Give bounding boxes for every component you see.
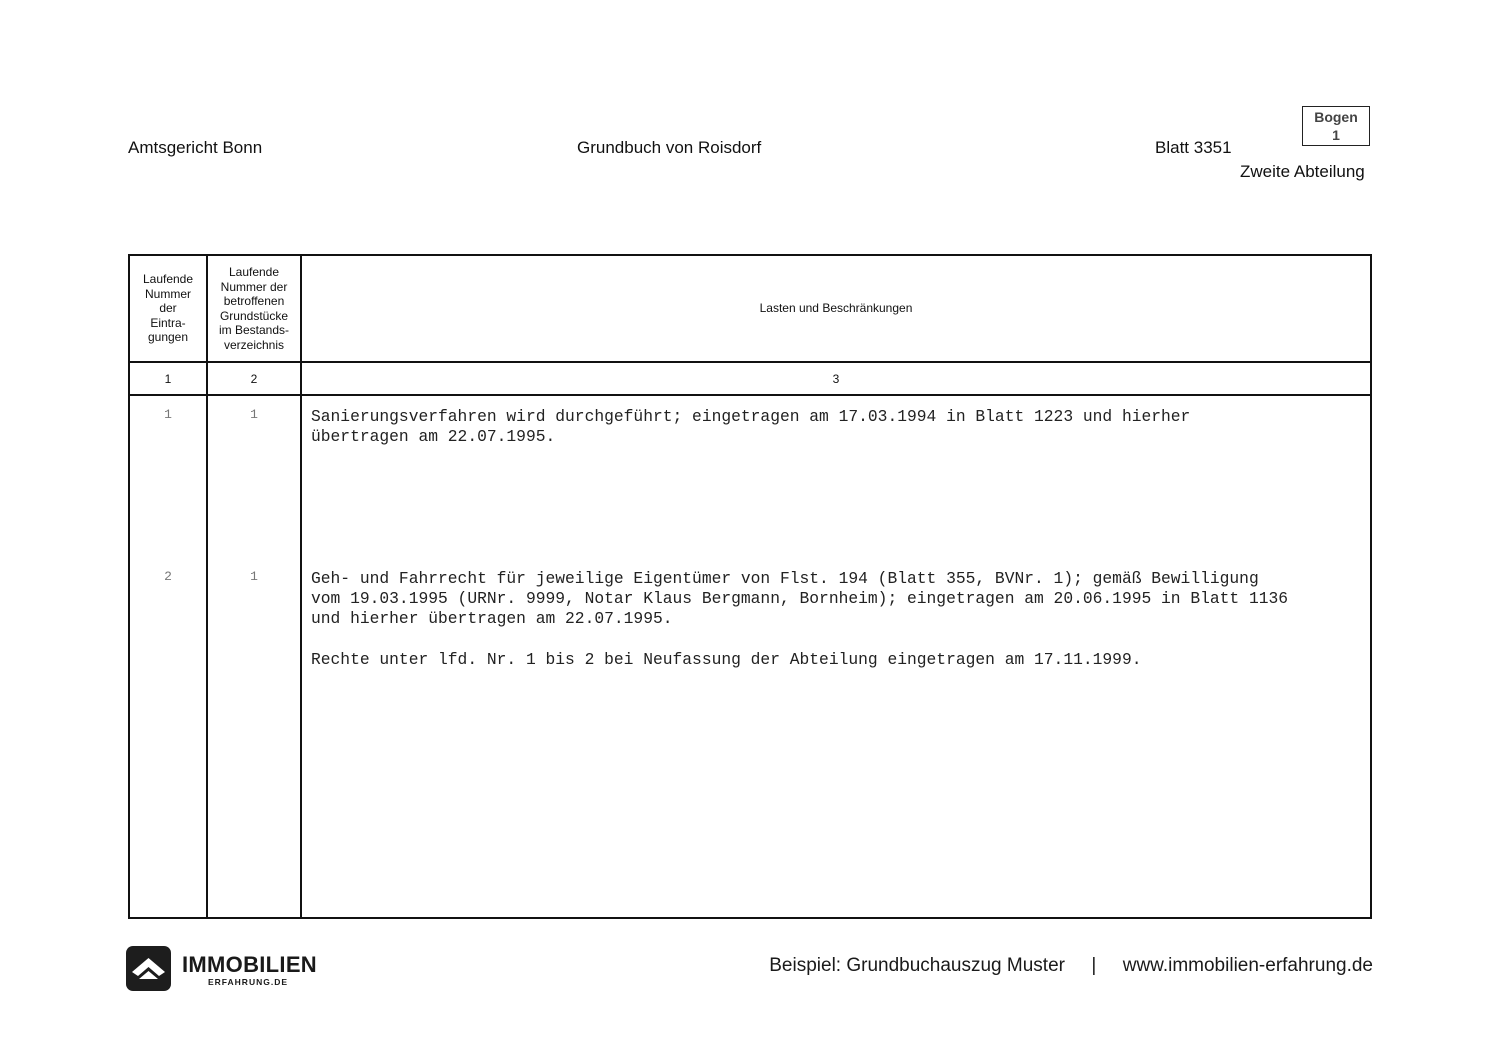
register-table: [128, 254, 1372, 919]
brand-logo: [126, 946, 326, 992]
column-header-grundstueck-nr: Laufende Nummer der betroffenen Grundstücke im Bestands- verzeichnis: [218, 265, 290, 352]
website-link[interactable]: www.immobilien-erfahrung.de: [1122, 955, 1373, 976]
column-number-1: 1: [164, 371, 172, 386]
house-logo-icon: [126, 946, 171, 991]
bogen-label: Bogen: [1314, 109, 1358, 125]
bogen-number: 1: [1332, 127, 1340, 143]
column-header-lfd-nr: Laufende Nummer der Eintra- gungen: [142, 272, 194, 345]
row-divider: [130, 394, 1370, 396]
bogen-box: [1302, 106, 1370, 146]
caption-separator: |: [1091, 955, 1097, 976]
entry-note: Rechte unter lfd. Nr. 1 bis 2 bei Neufassung der Abteilung eingetragen am 17.11.1999.: [311, 650, 1142, 669]
entry-lfd-nr: 2: [164, 569, 172, 584]
example-caption: Beispiel: Grundbuchauszug Muster: [769, 955, 1065, 976]
sheet-number: Blatt 3351: [1155, 138, 1232, 157]
entry-grundstueck-nr: 1: [250, 569, 258, 584]
court-name: Amtsgericht Bonn: [128, 138, 263, 157]
entry-text: Geh- und Fahrrecht für jeweilige Eigentümer von Flst. 194 (Blatt 355, BVNr. 1); gemäß Bewilligung vom 19.03.1995 (URNr. 9999, Notar Klaus Bergmann, Bornheim); eingetragen am 20.06.1995 in Blatt 1136 und hierher übertragen am 22.07.1995.: [311, 569, 1289, 628]
column-header-lasten: Lasten und Beschränkungen: [759, 301, 913, 316]
entry-lfd-nr: 1: [164, 407, 172, 422]
column-number-2: 2: [250, 371, 258, 386]
section-title: Zweite Abteilung: [1240, 162, 1365, 181]
logo-wordmark: IMMOBILIEN: [182, 952, 317, 977]
entry-grundstueck-nr: 1: [250, 407, 258, 422]
land-register-district: Grundbuch von Roisdorf: [577, 138, 762, 157]
entry-text: Sanierungsverfahren wird durchgeführt; eingetragen am 17.03.1994 in Blatt 1223 und hierher übertragen am 22.07.1995.: [311, 407, 1191, 446]
column-number-3: 3: [832, 371, 840, 386]
footer-caption: [769, 955, 1373, 977]
logo-subline: ERFAHRUNG.DE: [208, 977, 289, 987]
